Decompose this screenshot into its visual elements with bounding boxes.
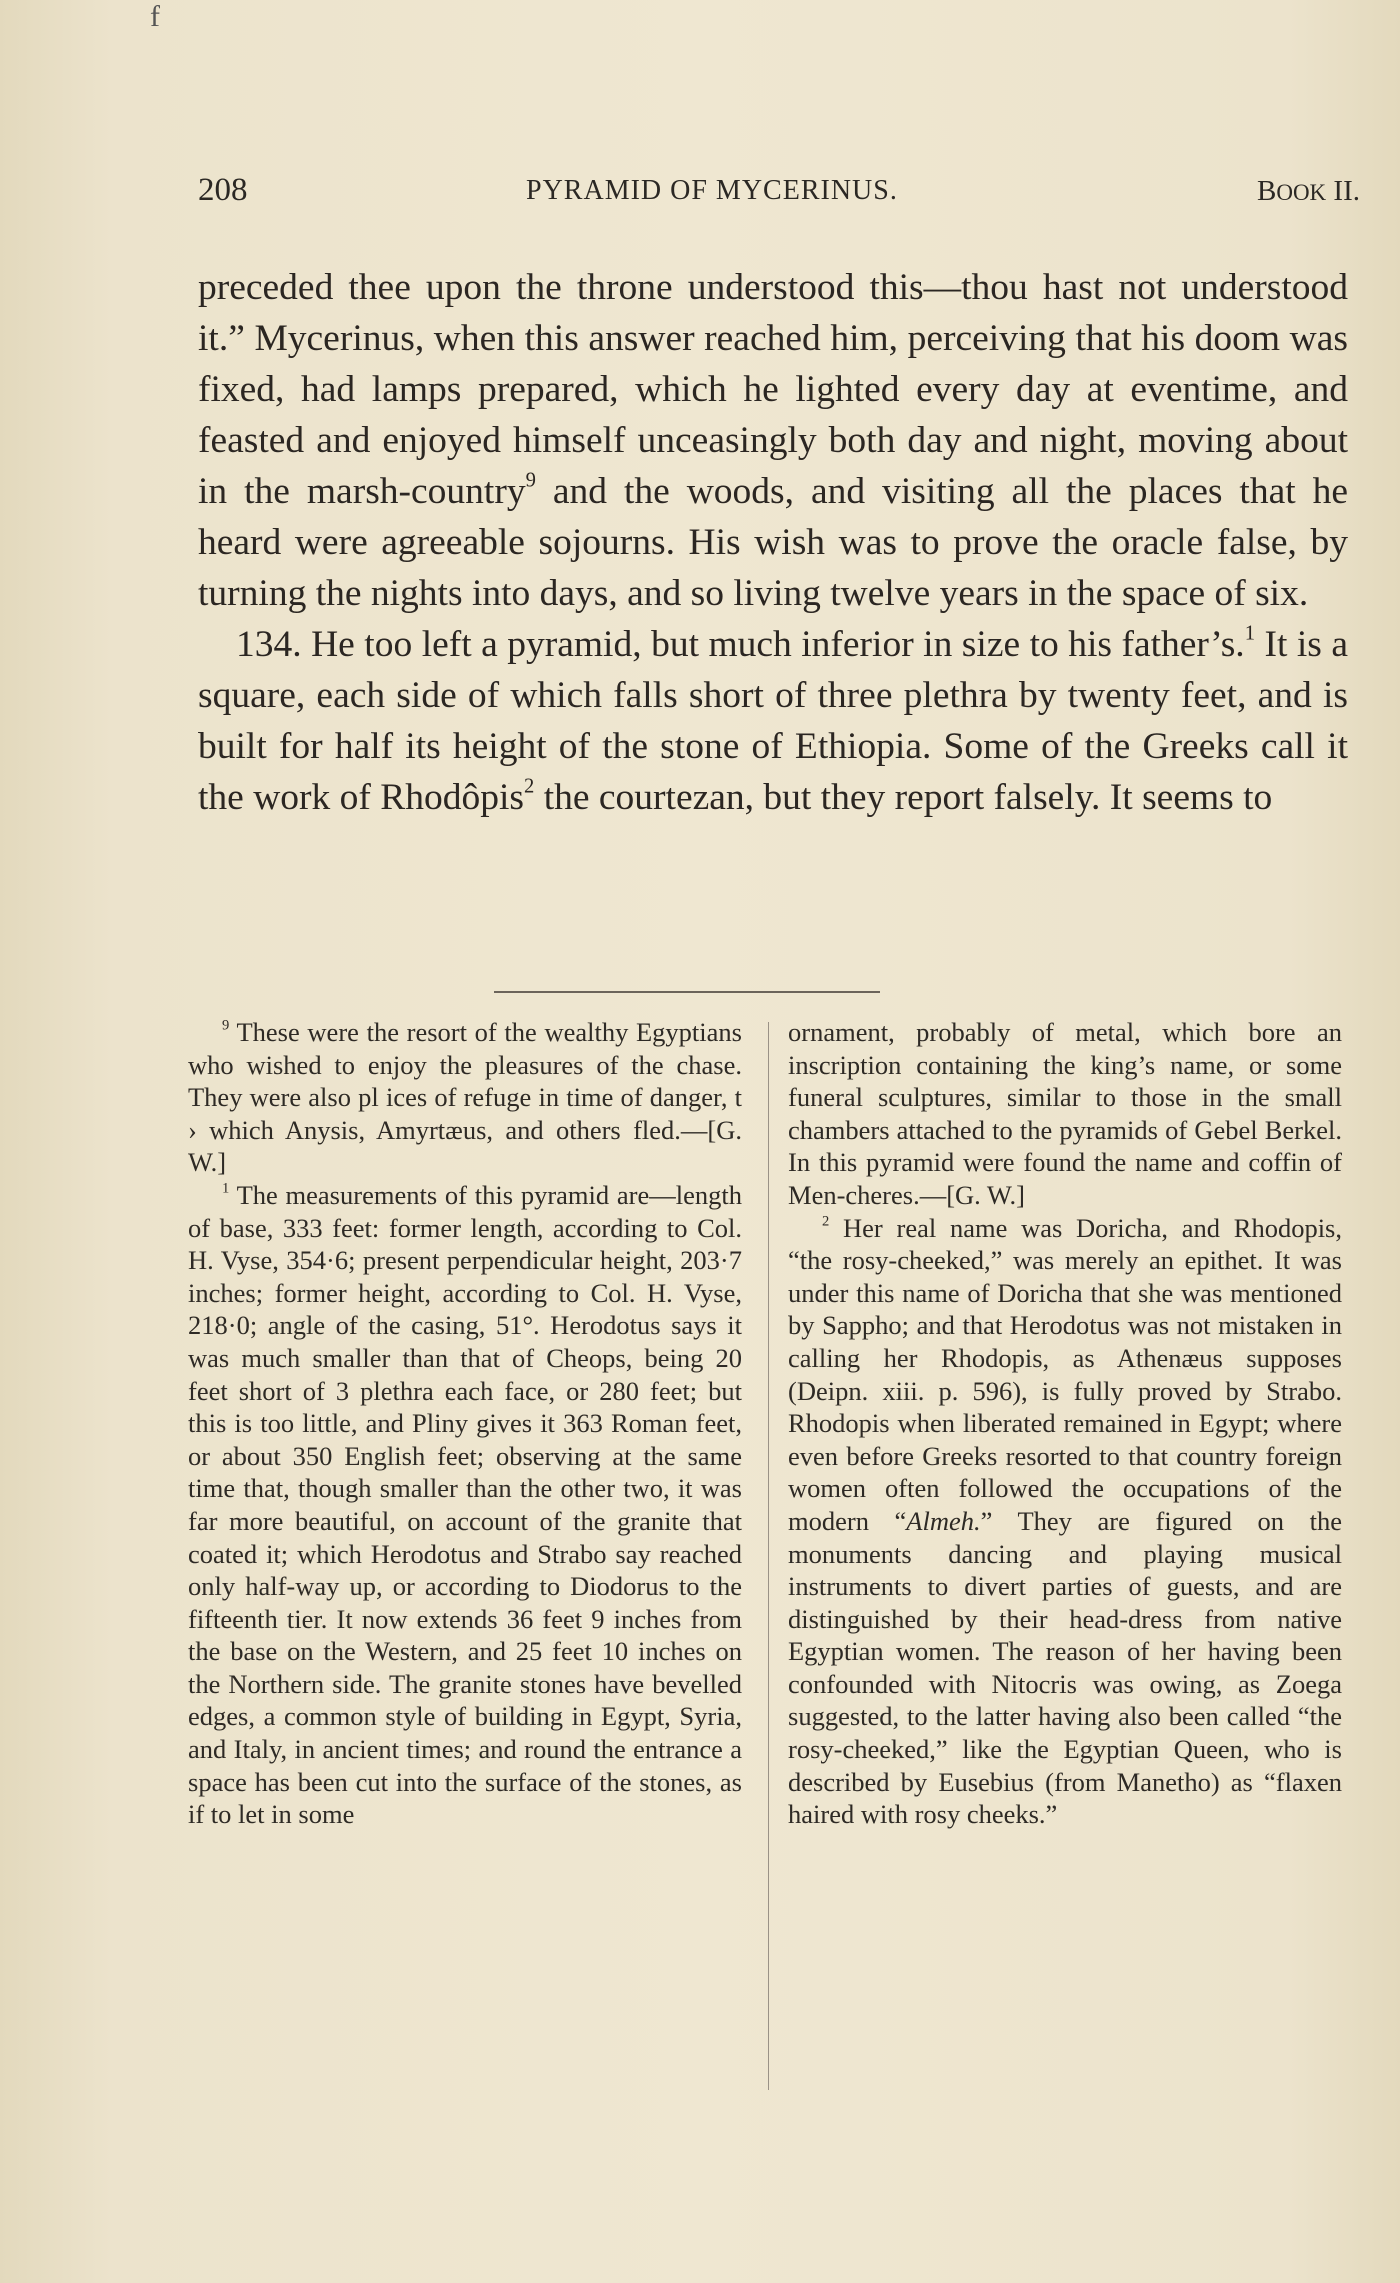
paragraph-text: It is a square, each side of which falls short of three plethra by twenty feet, and is built for half its height of the stone of Ethiopia. Some of the Greeks call it the work of Rhodôpis [198,624,1348,818]
footnotes-left-column [188,1016,742,1831]
page-number: 208 [198,172,248,208]
footnote-mark: 2 [822,1212,830,1229]
footnote-2 [788,1212,1342,1831]
paragraph-text: the courtezan, but they report falsely. It seems to [534,777,1273,818]
paragraph-text: and the woods, and visiting all the places that he heard were agreeable sojourns. His wish was to prove the oracle false, by turning the nights into days, and so living twelve years in the space of six. [198,471,1348,614]
corner-mark: f [150,0,160,33]
column-divider [768,1022,769,2090]
footnote-divider [494,991,880,993]
footnote-mark: 1 [222,1180,230,1197]
main-text [198,262,1348,823]
paragraph-text: 134. He too left a pyramid, but much inferior in size to his father’s. [236,624,1245,665]
running-header [198,172,1360,212]
paragraph-continued [198,262,1348,619]
book-label-initial: B [1256,175,1277,207]
footnote-1-continued [788,1016,1342,1212]
running-title: PYRAMID OF MYCERINUS. [526,175,898,206]
footnote-text: These were the resort of the wealthy Egyptians who wished to enjoy the pleasures of the chase. They were also pl ices of refuge in time of danger, t › which Anysis, Amyrtæus, and others fled.—[G. W.] [188,1017,742,1178]
footnote-text: The measurements of this pyramid are—length of base, 333 feet: former length, according to Col. H. Vyse, 354·6; present perpendicular height, 203·7 inches; former height, according to Col. H. Vyse, 218·0; angle of the casing, 51°. Herodotus says it was much smaller than that of Cheops, being 20 feet short of 3 plethra each face, or 280 feet; but this is too little, and Pliny gives it 363 Roman feet, or about 350 English feet; observing at the same time that, though smaller than the other two, it was far more beautiful, on account of the granite that coated it; which Herodotus and Strabo say reached only half-way up, or according to Diodorus to the fifteenth tier. It now extends 36 feet 9 inches from the base on the Western, and 25 feet 10 inches on the Northern side. The granite stones have bevelled edges, a common style of building in Egypt, Syria, and Italy, in ancient times; and round the entrance a space has been cut into the surface of the stones, as if to let in some [188,1179,742,1830]
footnote-ref[interactable]: 1 [1244,622,1255,645]
footnote-ref[interactable]: 2 [524,775,535,798]
footnote-9 [188,1016,742,1179]
footnote-ref[interactable]: 9 [525,469,536,492]
footnote-italic: Almeh. [906,1505,981,1536]
paragraph-text: preceded thee upon the throne understood this—thou hast not understood it.” Mycerinus, when this answer reached him, perceiving that his doom was fixed, had lamps prepared, which he lighted every day at eventime, and feasted and enjoyed himself unceasingly both day and night, moving about in the marsh-country [198,267,1348,512]
footnote-text: Her real name was Doricha, and Rhodopis, “the rosy-cheeked,” was merely an epithet. It was under this name of Doricha that she was mentioned by Sappho; and that Herodotus was not mistaken in calling her Rhodopis, as Athenæus supposes (Deipn. xiii. p. 596), is fully proved by Strabo. Rhodopis when liberated remained in Egypt; where even before Greeks resorted to that country foreign women often followed the occupations of the modern “ [788,1212,1342,1536]
book-label [1257,175,1360,208]
footnote-mark: 9 [222,1017,230,1034]
paragraph-134 [198,619,1348,823]
footnotes-right-column [788,1016,1342,1831]
book-label-rest: OOK [1276,180,1327,205]
book-number: II. [1333,175,1360,207]
footnote-text: ” They are figured on the monuments dancing and playing musical instruments to divert parties of guests, and are distinguished by their head-dress from native Egyptian women. The reason of her having been confounded with Nitocris was owing, as Zoega suggested, to the latter having also been called “the rosy-cheeked,” like the Egyptian Queen, who is described by Eusebius (from Manetho) as “flaxen haired with rosy cheeks.” [788,1505,1342,1830]
footnote-1 [188,1179,742,1831]
footnote-text: ornament, probably of metal, which bore an inscription containing the king’s name, or some funeral sculptures, similar to those in the small chambers attached to the pyramids of Gebel Berkel. In this pyramid were found the name and coffin of Men-cheres.—[G. W.] [788,1017,1342,1210]
